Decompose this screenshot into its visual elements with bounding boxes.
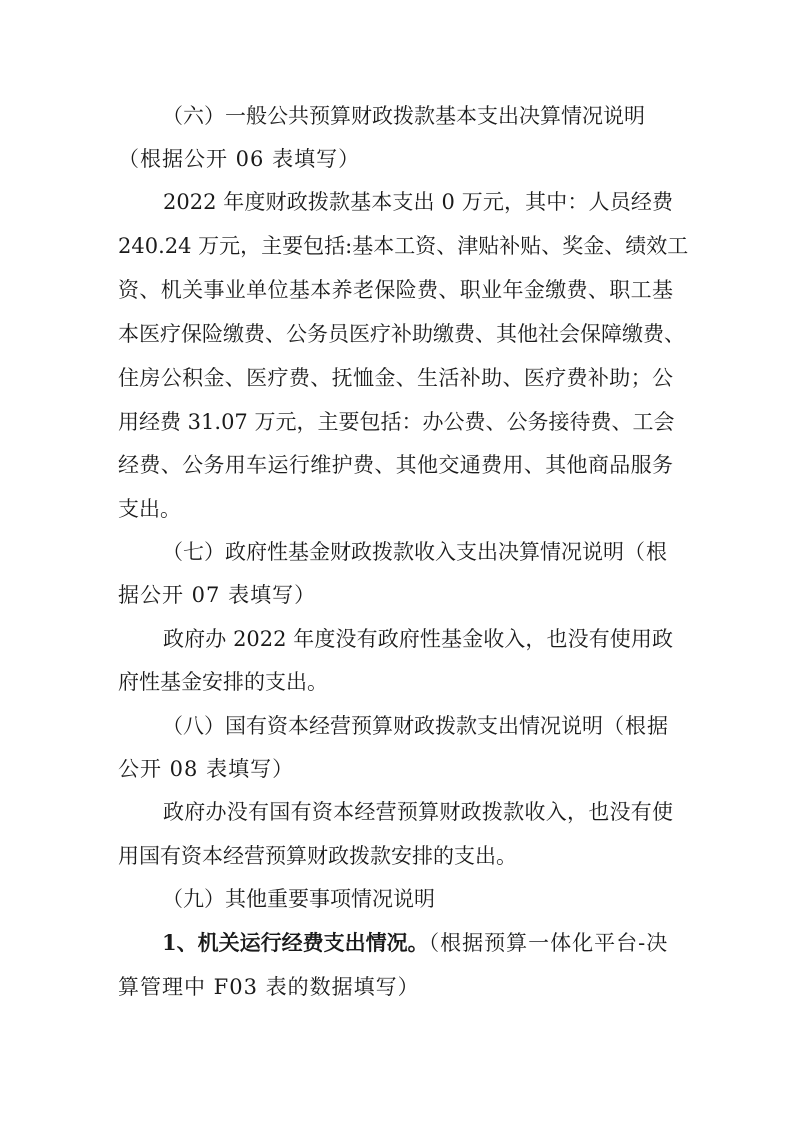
paragraph-line: 用经费 31.07 万元，主要包括：办公费、公务接待费、工会 xyxy=(118,410,675,434)
paragraph-line: 240.24 万元，主要包括:基本工资、津贴补贴、奖金、绩效工 xyxy=(118,234,689,258)
paragraph-line: 府性基金安排的支出。 xyxy=(118,670,328,694)
item-1-note xyxy=(118,972,420,1002)
paragraph-line: 经费、公务用车运行维护费、其他交通费用、其他商品服务 xyxy=(118,453,673,477)
section-7-heading xyxy=(162,537,673,567)
section-8-heading-text: （八）国有资本经营预算财政拨款支出情况说明 xyxy=(162,714,603,738)
paragraph-line: 住房公积金、医疗费、抚恤金、生活补助、医疗费补助；公 xyxy=(118,366,673,390)
section-8-note xyxy=(118,754,294,784)
section-8-note-start: （根据 xyxy=(603,714,669,738)
section-6-heading-text: （六）一般公共预算财政拨款基本支出决算情况说明 xyxy=(162,104,645,128)
item-1-line xyxy=(162,928,673,958)
item-1-note-text: 算管理中 F03 表的数据填写） xyxy=(118,975,420,999)
section-9-heading xyxy=(162,884,435,914)
paragraph-line: 本医疗保险缴费、公务员医疗补助缴费、其他社会保障缴费、 xyxy=(118,322,685,346)
section-6-note xyxy=(118,144,360,174)
paragraph-line: 政府办 2022 年度没有政府性基金收入，也没有使用政 xyxy=(163,627,673,651)
paragraph-line: 资、机关事业单位基本养老保险费、职业年金缴费、职工基 xyxy=(118,278,673,302)
paragraph-line: 用国有资本经营预算财政拨款安排的支出。 xyxy=(118,844,517,868)
paragraph-line: 2022 年度财政拨款基本支出 0 万元，其中：人员经费 xyxy=(163,190,673,214)
section-7-note-start: （根 xyxy=(624,540,668,564)
section-6-heading xyxy=(162,101,672,131)
paragraph-line: 支出。 xyxy=(118,497,181,521)
section-8-note-text: 公开 08 表填写） xyxy=(118,757,295,781)
section-9-heading-text: （九）其他重要事项情况说明 xyxy=(162,887,435,911)
section-8-heading xyxy=(162,711,673,741)
paragraph-line: 政府办没有国有资本经营预算财政拨款收入，也没有使 xyxy=(163,800,673,824)
item-1-title: 1、机关运行经费支出情况。 xyxy=(162,930,429,955)
section-6-note-text: （根据公开 06 表填写） xyxy=(118,147,361,171)
item-1-note-start: （根据预算一体化平台-决 xyxy=(428,931,669,955)
section-7-heading-text: （七）政府性基金财政拨款收入支出决算情况说明 xyxy=(162,540,624,564)
section-7-note-text: 据公开 07 表填写） xyxy=(118,583,317,607)
section-7-note xyxy=(118,580,316,610)
